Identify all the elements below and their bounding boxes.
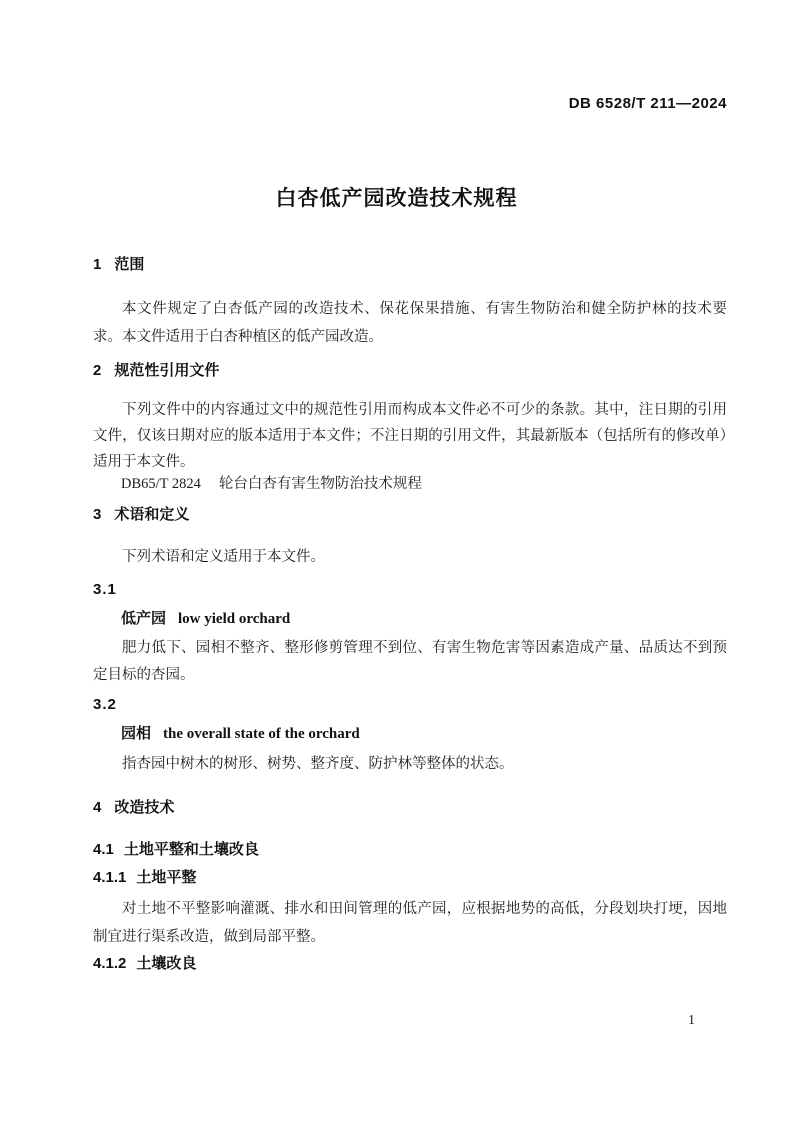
section-1-paragraph-2: 本文件适用于白杏种植区的低产园改造。: [122, 329, 383, 345]
section-4-1-number: 4.1: [93, 841, 114, 858]
section-1-paragraph-1: 本文件规定了白杏低产园的改造技术、保花保果措施、有害生物防治和健全防护林的技术要求。: [93, 301, 727, 345]
section-3-intro: 下列术语和定义适用于本文件。: [122, 549, 325, 565]
term-1-line: [93, 610, 755, 628]
term-1-clause-number: 3.1: [93, 581, 117, 598]
term-2-clause-number: 3.2: [93, 696, 117, 713]
section-4-1-1-number: 4.1.1: [93, 869, 127, 886]
section-2-heading: [93, 362, 727, 379]
section-4-title: 改造技术: [114, 799, 175, 816]
section-4-1-2-title: 土壤改良: [136, 955, 197, 972]
section-4-1-1-paragraph: 对土地不平整影响灌溉、排水和田间管理的低产园，应根据地势的高低，分段划块打埂，因地制宜进行渠系改造，做到局部平整。: [93, 901, 727, 945]
term-1-en: low yield orchard: [178, 611, 291, 627]
section-2-number: 2: [93, 362, 102, 379]
term-1-definition: 肥力低下、园相不整齐、整形修剪管理不到位、有害生物危害等因素造成产量、品质达不到预定目标的杏园。: [93, 640, 727, 683]
standard-code: DB 6528/T 211—2024: [568, 95, 727, 112]
section-3-title: 术语和定义: [114, 506, 190, 523]
term-1-zh: 低产园: [121, 610, 167, 627]
page-number: 1: [688, 1013, 695, 1028]
normative-reference: [93, 471, 755, 497]
term-2-en: the overall state of the orchard: [163, 726, 360, 742]
term-2-line: [93, 725, 755, 743]
section-4-1-heading: [93, 841, 727, 858]
section-3-heading: [93, 506, 727, 523]
section-2-paragraph-1: 下列文件中的内容通过文中的规范性引用而构成本文件必不可少的条款。其中，注日期的引用文件，仅该日期对应的版本适用于本文件；不注日期的引用文件，其最新版本（包括所有的修改单）适用于本文件。: [93, 402, 727, 470]
reference-code: DB65/T 2824: [121, 476, 201, 492]
section-4-1-title: 土地平整和土壤改良: [123, 841, 259, 858]
section-1-title: 范围: [114, 256, 145, 273]
section-4-1-2-number: 4.1.2: [93, 955, 127, 972]
reference-title: 轮台白杏有害生物防治技术规程: [218, 476, 422, 492]
section-4-1-1-heading: [93, 869, 727, 886]
section-2-title: 规范性引用文件: [114, 362, 220, 379]
section-4-number: 4: [93, 799, 102, 816]
section-4-1-1-title: 土地平整: [136, 869, 197, 886]
section-1-number: 1: [93, 256, 102, 273]
section-4-1-2-heading: [93, 955, 727, 972]
section-3-number: 3: [93, 506, 102, 523]
section-4-heading: [93, 799, 727, 816]
term-2-zh: 园相: [121, 725, 152, 742]
document-title: 白杏低产园改造技术规程: [275, 187, 518, 210]
term-2-definition: 指杏园中树木的树形、树势、整齐度、防护林等整体的状态。: [122, 756, 514, 772]
section-1-heading: [93, 256, 727, 273]
